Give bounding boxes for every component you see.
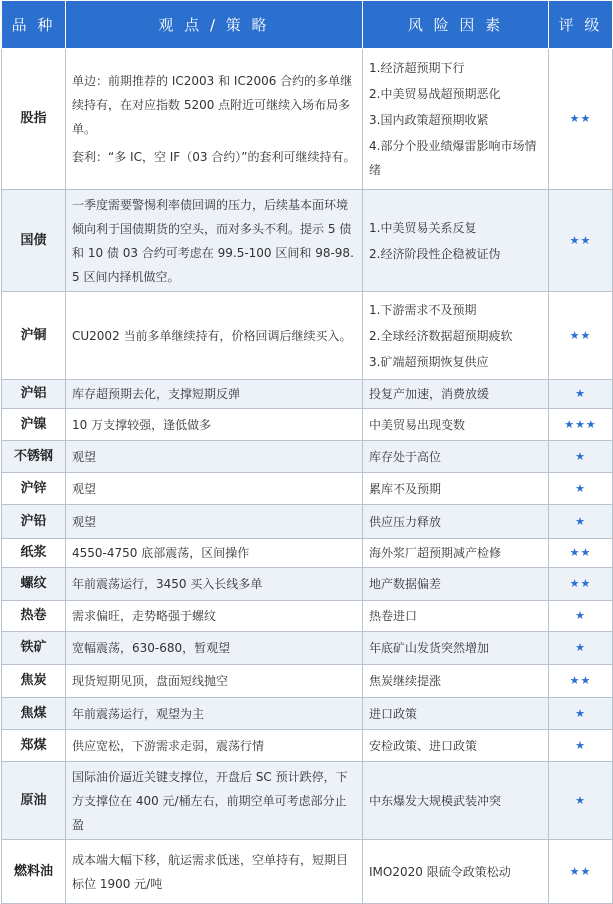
risk-item: 3.矿端超预期恢复供应 bbox=[369, 354, 489, 369]
table-row bbox=[2, 632, 613, 665]
strategy-text: 套利：“多 IC，空 IF（03 合约）”的套利可继续持有。 bbox=[72, 150, 356, 164]
header-strategy: 观 点 / 策 略 bbox=[66, 1, 363, 49]
table-row bbox=[2, 473, 613, 505]
variety-cell: 不锈钢 bbox=[2, 441, 66, 473]
variety-cell: 沪铝 bbox=[2, 380, 66, 409]
strategy-cell bbox=[66, 49, 363, 190]
rating-stars: ★★ bbox=[549, 665, 613, 698]
table-row bbox=[2, 568, 613, 601]
table-header-row bbox=[2, 1, 613, 49]
risk-item: 地产数据偏差 bbox=[369, 577, 442, 591]
rating-stars: ★ bbox=[549, 632, 613, 665]
rating-stars: ★ bbox=[549, 441, 613, 473]
rating-stars: ★★ bbox=[549, 840, 613, 904]
risk-item: 1.中美贸易关系反复 bbox=[369, 220, 477, 235]
risk-item: 库存处于高位 bbox=[369, 449, 442, 464]
variety-cell: 沪镍 bbox=[2, 409, 66, 441]
table-row bbox=[2, 665, 613, 698]
risk-cell bbox=[363, 473, 549, 505]
table-row bbox=[2, 49, 613, 190]
table-row bbox=[2, 539, 613, 568]
strategy-cell bbox=[66, 730, 363, 762]
table-row bbox=[2, 840, 613, 904]
variety-cell: 郑煤 bbox=[2, 730, 66, 762]
variety-cell: 沪锌 bbox=[2, 473, 66, 505]
variety-cell: 螺纹 bbox=[2, 568, 66, 601]
risk-item: 累库不及预期 bbox=[369, 481, 442, 496]
risk-item: 年底矿山发货突然增加 bbox=[369, 641, 490, 655]
strategy-cell bbox=[66, 473, 363, 505]
strategy-text: 宽幅震荡，630-680，暂观望 bbox=[72, 641, 231, 655]
rating-stars: ★ bbox=[549, 473, 613, 505]
table-row bbox=[2, 505, 613, 539]
table-row bbox=[2, 601, 613, 632]
risk-item: 安检政策、进口政策 bbox=[369, 738, 478, 753]
strategy-text: 现货短期见顶，盘面短线抛空 bbox=[72, 674, 229, 688]
strategy-text: 观望 bbox=[72, 449, 97, 464]
risk-item: 进口政策 bbox=[369, 706, 418, 721]
table-row bbox=[2, 380, 613, 409]
variety-cell: 燃料油 bbox=[2, 840, 66, 904]
variety-cell: 原油 bbox=[2, 762, 66, 840]
strategy-text: 库存超预期去化，支撑短期反弹 bbox=[72, 387, 241, 401]
strategy-cell bbox=[66, 380, 363, 409]
risk-cell bbox=[363, 441, 549, 473]
variety-cell: 沪铜 bbox=[2, 292, 66, 380]
rating-stars: ★★ bbox=[549, 539, 613, 568]
variety-cell: 焦煤 bbox=[2, 698, 66, 730]
rating-stars: ★★ bbox=[549, 49, 613, 190]
risk-item: 中美贸易出现变数 bbox=[369, 417, 466, 432]
strategy-text: 国际油价逼近关键支撑位，开盘后 SC 预计跌停，下方支撑位在 400 元/桶左右，前期空单可考虑部分止盈 bbox=[72, 769, 348, 832]
risk-cell bbox=[363, 601, 549, 632]
strategy-text: 供应宽松，下游需求走弱，震荡行情 bbox=[72, 738, 265, 753]
rating-stars: ★★ bbox=[549, 190, 613, 292]
strategy-text: 一季度需要警惕利率债回调的压力，后续基本面环境倾向利于国债期货的空头，而对多头不利。提示 5 债和 10 债 03 合约可考虑在 99.5-100 区间和 98-98.5 区间内择机做空。 bbox=[72, 197, 354, 284]
rating-stars: ★ bbox=[549, 730, 613, 762]
table-row bbox=[2, 730, 613, 762]
risk-item: IMO2020 限硫令政策松动 bbox=[369, 864, 511, 879]
variety-cell: 股指 bbox=[2, 49, 66, 190]
table-row bbox=[2, 409, 613, 441]
variety-cell: 热卷 bbox=[2, 601, 66, 632]
strategy-cell bbox=[66, 292, 363, 380]
header-risk-factors: 风 险 因 素 bbox=[363, 1, 549, 49]
strategy-cell bbox=[66, 762, 363, 840]
table-row bbox=[2, 441, 613, 473]
rating-stars: ★★ bbox=[549, 568, 613, 601]
strategy-text: 观望 bbox=[72, 514, 97, 529]
strategy-cell bbox=[66, 840, 363, 904]
rating-stars: ★ bbox=[549, 601, 613, 632]
strategy-cell bbox=[66, 441, 363, 473]
rating-stars: ★ bbox=[549, 505, 613, 539]
variety-cell: 沪铅 bbox=[2, 505, 66, 539]
risk-item: 3.国内政策超预期收紧 bbox=[369, 113, 489, 127]
risk-cell bbox=[363, 840, 549, 904]
risk-item: 1.下游需求不及预期 bbox=[369, 302, 477, 317]
strategy-cell bbox=[66, 190, 363, 292]
strategy-text: CU2002 当前多单继续持有，价格回调后继续买入。 bbox=[72, 328, 352, 343]
table-row bbox=[2, 762, 613, 840]
risk-cell bbox=[363, 380, 549, 409]
risk-cell bbox=[363, 762, 549, 840]
risk-cell bbox=[363, 505, 549, 539]
risk-cell bbox=[363, 698, 549, 730]
risk-cell bbox=[363, 539, 549, 568]
header-rating: 评 级 bbox=[549, 1, 613, 49]
rating-stars: ★ bbox=[549, 380, 613, 409]
variety-cell: 纸浆 bbox=[2, 539, 66, 568]
table-row bbox=[2, 190, 613, 292]
risk-item: 中东爆发大规模武装冲突 bbox=[369, 793, 502, 808]
strategy-text: 年前震荡运行，观望为主 bbox=[72, 706, 205, 721]
rating-stars: ★★★ bbox=[549, 409, 613, 441]
strategy-text: 年前震荡运行，3450 买入长线多单 bbox=[72, 577, 263, 591]
strategy-text: 10 万支撑较强，逢低做多 bbox=[72, 417, 212, 432]
risk-cell bbox=[363, 409, 549, 441]
risk-item: 投复产加速，消费放缓 bbox=[369, 387, 490, 401]
variety-cell: 焦炭 bbox=[2, 665, 66, 698]
risk-item: 海外浆厂超预期减产检修 bbox=[369, 546, 502, 560]
risk-cell bbox=[363, 292, 549, 380]
strategy-cell bbox=[66, 665, 363, 698]
rating-stars: ★ bbox=[549, 698, 613, 730]
risk-item: 供应压力释放 bbox=[369, 514, 442, 529]
risk-item: 1.经济超预期下行 bbox=[369, 61, 465, 75]
risk-item: 2.中美贸易战超预期恶化 bbox=[369, 87, 501, 101]
header-variety: 品 种 bbox=[2, 1, 66, 49]
risk-item: 2.经济阶段性企稳被证伪 bbox=[369, 246, 501, 261]
variety-cell: 国债 bbox=[2, 190, 66, 292]
strategy-cell bbox=[66, 698, 363, 730]
strategy-text: 需求偏旺，走势略强于螺纹 bbox=[72, 609, 217, 623]
risk-item: 4.部分个股业绩爆雷影响市场情绪 bbox=[369, 139, 537, 177]
risk-cell bbox=[363, 568, 549, 601]
risk-cell bbox=[363, 190, 549, 292]
rating-stars: ★ bbox=[549, 762, 613, 840]
risk-cell bbox=[363, 665, 549, 698]
strategy-cell bbox=[66, 601, 363, 632]
table-body bbox=[2, 49, 613, 904]
strategy-text: 4550-4750 底部震荡，区间操作 bbox=[72, 546, 250, 560]
commodity-strategy-table bbox=[1, 0, 613, 904]
risk-item: 焦炭继续提涨 bbox=[369, 674, 442, 688]
rating-stars: ★★ bbox=[549, 292, 613, 380]
table-row bbox=[2, 698, 613, 730]
strategy-cell bbox=[66, 409, 363, 441]
strategy-text: 成本端大幅下移，航运需求低迷，空单持有，短期目标位 1900 元/吨 bbox=[72, 852, 349, 891]
table-row bbox=[2, 292, 613, 380]
strategy-text: 单边：前期推荐的 IC2003 和 IC2006 合约的多单继续持有，在对应指数 5200 点附近可继续入场布局多单。 bbox=[72, 74, 353, 136]
strategy-cell bbox=[66, 632, 363, 665]
risk-cell bbox=[363, 49, 549, 190]
strategy-cell bbox=[66, 568, 363, 601]
variety-cell: 铁矿 bbox=[2, 632, 66, 665]
risk-item: 2.全球经济数据超预期疲软 bbox=[369, 328, 513, 343]
strategy-cell bbox=[66, 505, 363, 539]
risk-cell bbox=[363, 730, 549, 762]
risk-item: 热卷进口 bbox=[369, 609, 418, 623]
strategy-text: 观望 bbox=[72, 481, 97, 496]
risk-cell bbox=[363, 632, 549, 665]
strategy-cell bbox=[66, 539, 363, 568]
